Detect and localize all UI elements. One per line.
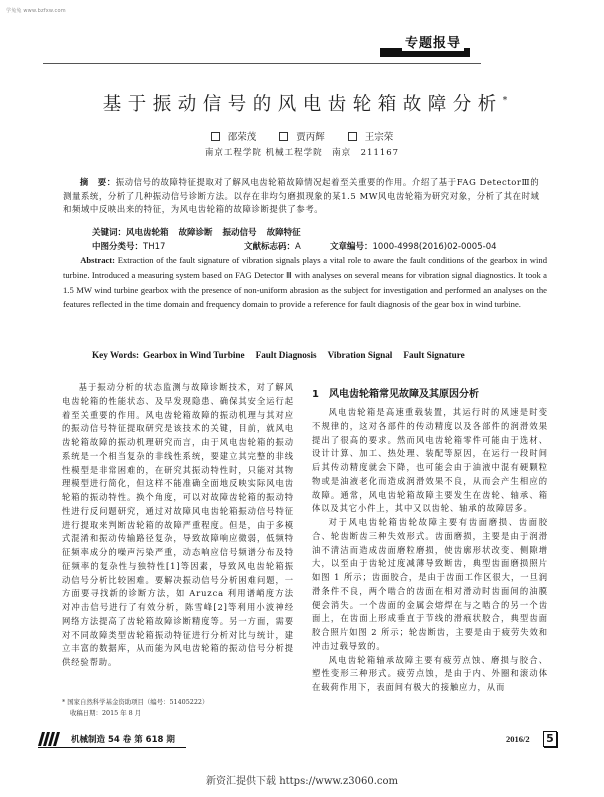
keyword: Fault Signature [403,350,465,360]
affiliation: 南京工程学院 机械工程学院 南京 211167 [204,148,400,158]
body-paragraph: 风电齿轮箱轴承故障主要有疲劳点蚀、磨损与胶合、塑性变形三种形式。疲劳点蚀，是由于内、外圈和滚动体在载荷作用下，表面间有极大的接触应力，从而 [312,654,548,692]
keyword: 风电齿轮箱 [126,228,169,238]
keyword: 故障诊断 [178,228,213,238]
keyword: 振动信号 [222,228,257,238]
title-footnote-mark: * [502,95,508,106]
page-number: 5 [543,731,557,747]
author: 贾丙辉 [279,132,325,143]
section-badge [380,36,470,55]
footnotes [62,697,208,719]
abstract-cn-label: 摘 要： [79,177,116,187]
author: 王宗荣 [348,132,394,143]
issue-date: 2016/2 [506,734,530,744]
journal-footer [38,732,186,748]
journal-issue: 机械制造 54 卷 第 618 期 [71,735,175,745]
section-heading [312,385,479,400]
body-paragraph: 对于风电齿轮箱齿轮故障主要有齿面磨损、齿面胶合、轮齿断齿三种失效形式。齿面磨损，主要是由于润滑油不清洁而造成齿面磨粒磨损，使齿廓形状改变、侧隙增大，以至由于齿轮过度减薄导致断齿，典型齿面磨损照片如图 1 所示；齿面胶合，是由于齿面工作区很大，一旦润滑条件不良，两个啮合的齿面在相对滑动时齿面间的油膜便会消失。一个齿面的金属会熔焊在与之啮合的另一个齿面上，在齿面上形成垂直于节线的滑痕状胶合，典型齿面胶合照片如图 2 所示；轮齿断齿，主要是由于疲劳失效和冲击过载导致的。 [312,517,548,651]
keywords-cn-label: 关键词： [92,228,127,238]
author-box-icon [279,132,288,141]
author-box-icon [211,132,220,141]
author: 邵荣茂 [211,132,257,143]
header-rule [43,63,481,64]
author-box-icon [348,132,357,141]
keyword: 故障特征 [266,228,301,238]
body-left-column [62,381,294,670]
keyword: Fault Diagnosis [255,350,317,360]
abstract-cn-text: 振动信号的故障特征提取对了解风电齿轮箱故障情况起着至关重要的作用。介绍了基于FAG DetectorⅢ的测量系统，分析了几种振动信号诊断方法。以存在非均匀磨损现象的某1.5 MW风电齿轮箱为研究对象，分析了其在时域和频域中反映出来的特征，为风电齿轮箱的故障诊断提供了参考。 [63,177,540,215]
abstract-en-text: Extraction of the fault signature of vibration signals plays a vital role to aware the fault conditions of the gearbox in wind turbine. Introduced a measuring system based on FAG Detector Ⅲ with analyses on several means for vibration signal diagnostics. It took a 1.5 MW wind turbine gearbox with the presence of non-uniform abrasion as the subject for investigation and performed an analyses on the features reflected in the time domain and frequency domain to provide a reference for fault diagnosis of the gear box in wind turbine. [63,255,547,310]
keywords-cn [92,226,311,238]
keywords-en-label: Key Words: [92,350,140,360]
watermark-top: 学兔兔 www.bzfxw.com [6,8,66,14]
received-date: 收稿日期：2015 年 8 月 [70,709,142,717]
clc-number: 中图分类号：TH17 [92,242,166,252]
section-number: 1 [312,389,319,400]
abstract-en [63,253,547,312]
keyword: Vibration Signal [327,350,393,360]
paper-title-text: 基于振动信号的风电齿轮箱故障分析 [102,94,503,115]
body-paragraph: 基于振动分析的状态监测与故障诊断技术，对了解风电齿轮箱的性能状态、及早发现隐患、确保其安全运行起着至关重要的作用。风电齿轮箱故障的振动机理与其对应的振动信号特征提取研究是该技术的关键，目前，就风电齿轮箱故障的振动机理研究而言，由于风电齿轮箱的振动系统是一个相当复杂的非线性系统，要建立其完整的非线性模型是非常困难的，在研究其振动特性时，只能对其物理模型进行简化，但这样不能准确全面地反映实际风电齿轮箱的振动特性。换个角度，可以对故障齿轮箱的振动特性进行反问题研究，通过对故障风电齿轮箱振动信号特征进行提取来判断齿轮箱的故障严重程度。但是，由于多模式混淆和振动传输路径复杂，导致故障响应微弱，低频特征频率成分的噪声污染严重，动态响应信号频谱分布及特征频率的复杂性与独特性[1]等因素，导致风电齿轮箱振动信号分析比较困难。要解决振动信号分析困难问题，一方面要寻找新的诊断方法，如 Aruzca 利用谱峭度方法对冲击信号进行了有效分析，陈雪峰[2]等利用小波神经网络方法提高了齿轮箱故障诊断精度等。另一方面，需要对不同故障类型齿轮箱振动特征进行分析对比与统计，建立丰富的数据库，从而能为风电齿轮箱的振动信号分析提供经验帮助。 [62,382,294,667]
keyword: Gearbox in Wind Turbine [143,350,245,360]
body-right-column [312,406,548,695]
journal-logo-icon [38,732,62,746]
watermark-bottom: 新资汇提供下载 https://www.z3060.com [206,776,398,787]
footer-rule [38,747,186,748]
section-badge-label: 专题报导 [402,37,464,51]
paper-title [40,90,570,116]
section-title: 风电齿轮箱常见故障及其原因分析 [328,389,479,400]
funding-footnote: * 国家自然科学基金资助项目（编号：51405222） [62,698,209,706]
abstract-cn [63,176,545,217]
body-paragraph: 风电齿轮箱是高速重载装置，其运行时的风速是时变不规律的，这对各部件的传动精度以及各部件的润滑效果提出了很高的要求。然而风电齿轮箱零件可能由于选材、设计计算、加工、热处理、装配等原因，在运行一段时间后其传动精度就会下降，也可能会由于油液中混有硬颗粒物或是油液老化而造成润滑效果不良，从而会产生相应的故障。通常，风电齿轮箱故障主要发生在齿轮、轴承、箱体以及其它小件上，其中又以齿轮、轴承的故障居多。 [312,407,548,514]
keywords-en [92,350,476,360]
author-list [0,129,604,143]
document-code: 文献标志码：A [244,242,301,252]
article-number: 文章编号：1000-4998(2016)02-0005-04 [330,242,497,252]
abstract-en-label: Abstract: [80,255,116,265]
